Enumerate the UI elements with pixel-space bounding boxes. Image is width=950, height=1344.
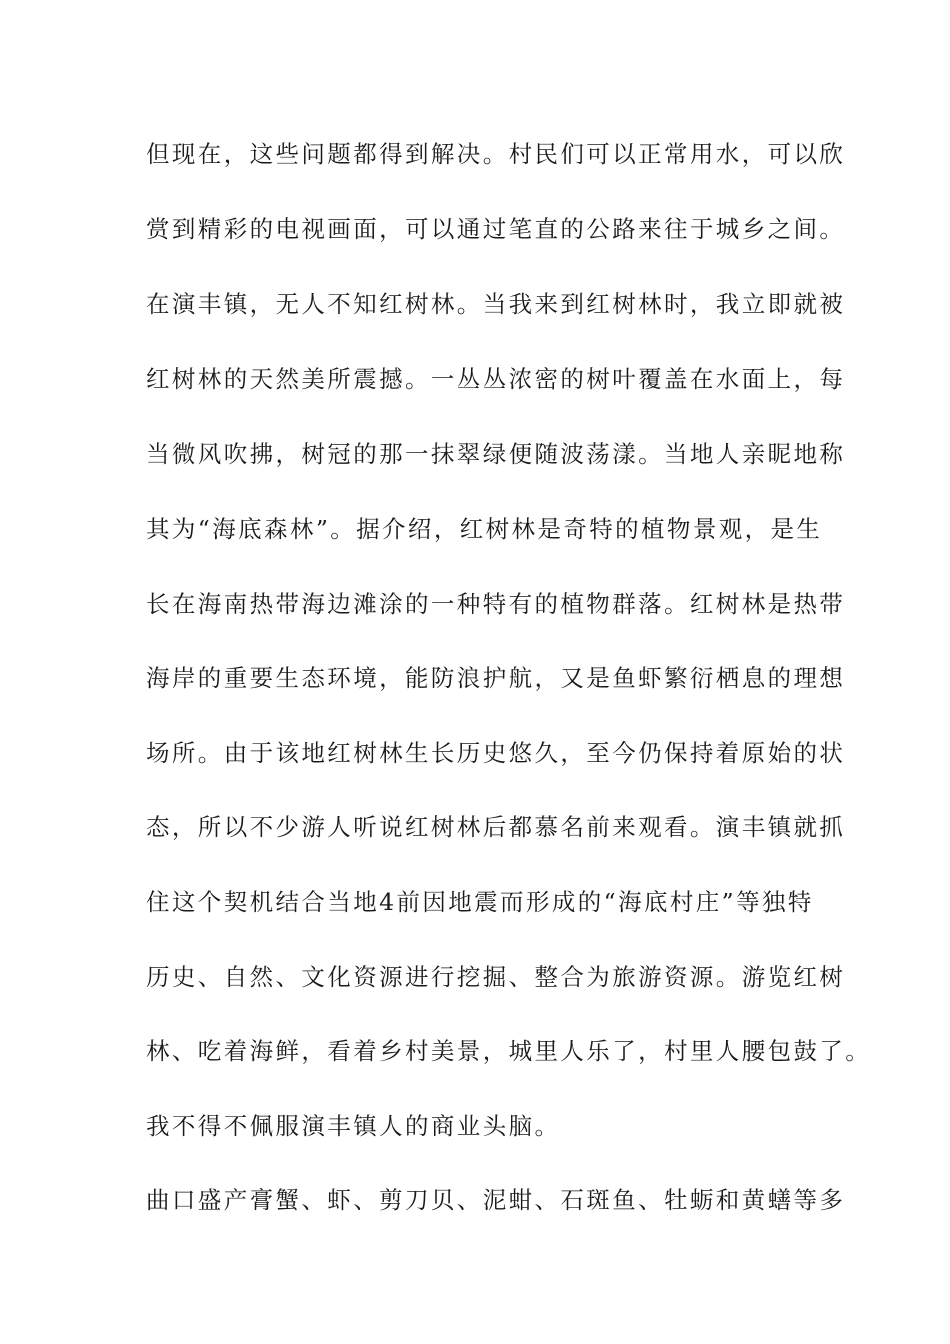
text-line: 林、吃着海鲜，看着乡村美景，城里人乐了，村里人腰包鼓了。 bbox=[146, 1037, 872, 1065]
text-line: 当微风吹拂，树冠的那一抹翠绿便随波荡漾。当地人亲昵地称 bbox=[146, 440, 846, 468]
text-line: 其为“海底森林”。据介绍，红树林是奇特的植物景观，是生 bbox=[146, 515, 823, 543]
text-line: 红树林的天然美所震撼。一丛丛浓密的树叶覆盖在水面上，每 bbox=[146, 365, 846, 393]
text-line: 但现在，这些问题都得到解决。村民们可以正常用水，可以欣 bbox=[146, 140, 846, 168]
text-line: 历史、自然、文化资源进行挖掘、整合为旅游资源。游览红树 bbox=[146, 963, 846, 991]
text-line: 场所。由于该地红树林生长历史悠久，至今仍保持着原始的状 bbox=[146, 739, 846, 767]
text-line: 曲口盛产膏蟹、虾、剪刀贝、泥蚶、石斑鱼、牡蛎和黄蟮等多 bbox=[146, 1186, 846, 1214]
text-line: 长在海南热带海边滩涂的一种特有的植物群落。红树林是热带 bbox=[146, 590, 846, 618]
text-line: 赏到精彩的电视画面，可以通过笔直的公路来往于城乡之间。 bbox=[146, 215, 846, 243]
text-line: 在演丰镇，无人不知红树林。当我来到红树林时，我立即就被 bbox=[146, 290, 846, 318]
text-line: 住这个契机结合当地4前因地震而形成的“海底村庄”等独特 bbox=[146, 888, 814, 916]
text-line: 我不得不佩服演丰镇人的商业头脑。 bbox=[146, 1112, 561, 1140]
text-line: 态，所以不少游人听说红树林后都慕名前来观看。演丰镇就抓 bbox=[146, 813, 846, 841]
text-line: 海岸的重要生态环境，能防浪护航，又是鱼虾繁衍栖息的理想 bbox=[146, 664, 846, 692]
